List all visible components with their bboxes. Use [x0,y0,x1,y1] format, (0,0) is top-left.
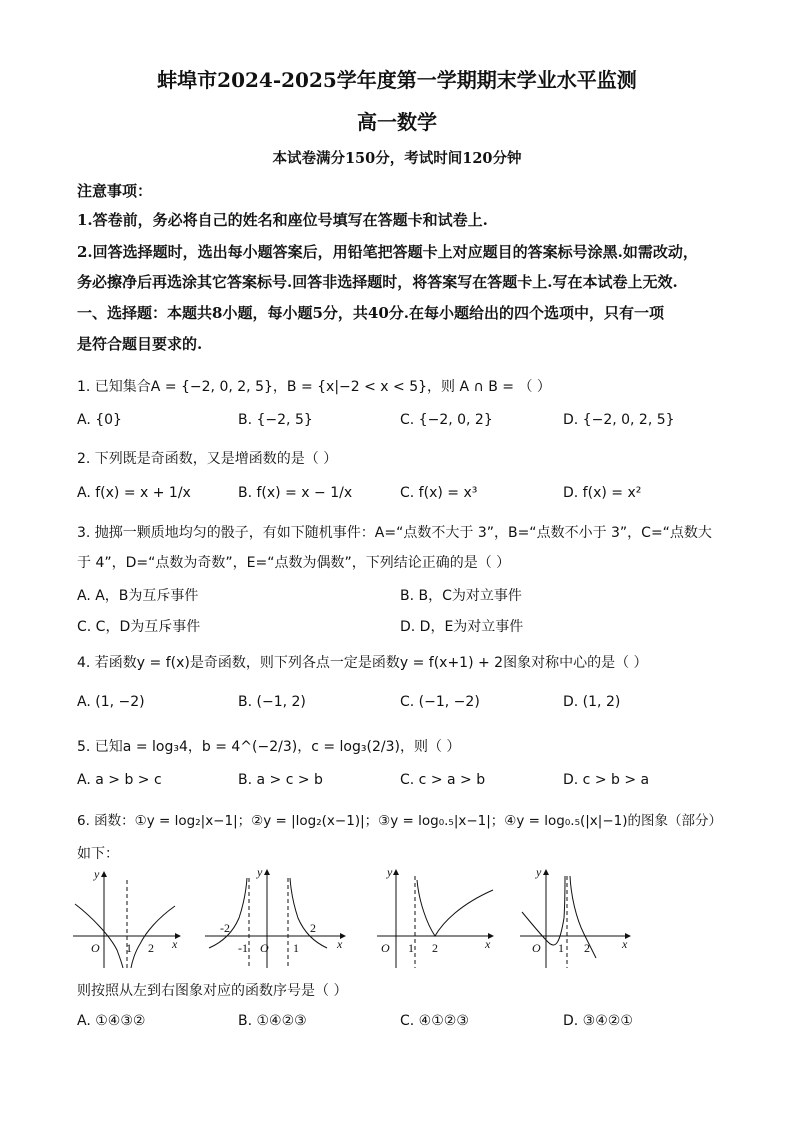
question-1-option-c: C. {−2, 0, 2} [400,412,493,428]
graph-3-x-label: x [485,937,491,951]
question-6-option-b: B. ①④②③ [238,1013,307,1029]
question-4-option-d: D. (1, 2) [563,694,621,710]
question-1-option-a: A. {0} [77,412,122,428]
graph-1 [73,867,180,968]
question-3-option-c: C. C，D为互斥事件 [77,619,201,635]
graph-2-x-label: x [337,937,343,951]
graph-4-origin: O [532,941,541,955]
graph-3 [377,865,493,968]
notice-line-2a: 2.回答选择题时，选出每小题答案后，用铅笔把答题卡上对应题目的答案标号涂黑.如需改动， [77,243,698,261]
question-5-option-d: D. c > b > a [563,772,650,788]
question-3-stem-line-2: 于 4”，D=“点数为奇数”，E=“点数为偶数”，下列结论正确的是（ ） [77,555,511,571]
question-6-graphs [70,862,730,972]
graph-1-tick-2: 2 [148,941,154,955]
notice-line-2b: 务必擦净后再选涂其它答案标号.回答非选择题时，将答案写在答题卡上.写在本试卷上无效. [77,273,678,291]
graph-4-y-label: y [536,865,542,879]
graph-2-tick-1: 1 [293,941,299,955]
graph-4-tick-2: 2 [584,941,590,955]
question-6-stem-line-2: 如下： [77,846,119,862]
graph-3-tick-2: 2 [432,941,438,955]
graph-2 [205,865,345,968]
question-5-option-c: C. c > a > b [400,772,486,788]
section-heading-line-1: 一、选择题：本题共8小题，每小题5分，共40分.在每小题给出的四个选项中，只有一项 [77,304,664,322]
graph-2-y-label: y [257,865,263,879]
question-1-option-d: D. {−2, 0, 2, 5} [563,412,675,428]
graph-4 [520,865,630,968]
graph-3-tick-1: 1 [408,941,414,955]
exam-meta: 本试卷满分150分，考试时间120分钟 [272,150,522,167]
graph-1-tick-1: 1 [126,941,132,955]
graph-2-tick-2: 2 [310,921,316,935]
question-6-option-d: D. ③④②① [563,1013,633,1029]
graph-4-tick-1: 1 [558,941,564,955]
graph-3-origin: O [381,941,390,955]
question-6-ask: 则按照从左到右图象对应的函数序号是（ ） [77,983,348,999]
question-4-option-c: C. (−1, −2) [400,694,480,710]
question-6-option-c: C. ④①②③ [400,1013,469,1029]
question-2-option-b: B. f(x) = x − 1/x [238,485,353,501]
section-heading-line-2: 是符合题目要求的. [77,335,203,353]
graph-1-x-label: x [172,937,178,951]
question-2-stem: 2. 下列既是奇函数，又是增函数的是（ ） [77,451,338,467]
question-1-stem: 1. 已知集合A = {−2, 0, 2, 5}，B = {x|−2 < x < 5}，则 A ∩ B = （ ） [77,379,551,395]
question-2-option-d: D. f(x) = x² [563,485,642,501]
graph-2-origin: O [260,941,269,955]
question-4-option-b: B. (−1, 2) [238,694,306,710]
question-1-option-b: B. {−2, 5} [238,412,313,428]
question-4-option-a: A. (1, −2) [77,694,145,710]
question-5-stem: 5. 已知a = log₃4，b = 4^(−2/3)，c = log₃(2/3)，则（ ） [77,739,461,755]
question-3-option-a: A. A，B为互斥事件 [77,588,199,604]
question-4-stem: 4. 若函数y = f(x)是奇函数，则下列各点一定是函数y = f(x+1) + 2图象对称中心的是（ ） [77,655,648,671]
question-5-option-b: B. a > c > b [238,772,323,788]
page-title: 蚌埠市2024-2025学年度第一学期期末学业水平监测 [157,68,637,92]
notice-heading: 注意事项： [77,182,153,200]
question-2-option-c: C. f(x) = x³ [400,485,478,501]
question-3-option-b: B. B，C为对立事件 [400,588,522,604]
question-3-stem-line-1: 3. 抛掷一颗质地均匀的骰子，有如下随机事件：A=“点数不大于 3”，B=“点数不小于 3”，C=“点数大 [77,525,712,541]
graph-1-origin: O [91,941,100,955]
question-6-option-a: A. ①④③② [77,1013,146,1029]
question-5-option-a: A. a > b > c [77,772,162,788]
question-2-option-a: A. f(x) = x + 1/x [77,485,191,501]
graph-2-tick-neg1: -1 [238,941,248,955]
graph-1-y-label: y [94,867,100,881]
question-6-stem-line-1: 6. 函数：①y = log₂|x−1|；②y = |log₂(x−1)|；③y = log₀.₅|x−1|；④y = log₀.₅(|x|−1)的图象（部分） [77,813,723,829]
graph-2-tick-neg2: -2 [220,921,230,935]
subject-title: 高一数学 [357,110,437,134]
notice-line-1: 1.答卷前，务必将自己的姓名和座位号填写在答题卡和试卷上. [77,211,488,229]
graph-3-y-label: y [387,865,393,879]
question-3-option-d: D. D，E为对立事件 [400,619,524,635]
graph-4-x-label: x [622,937,628,951]
